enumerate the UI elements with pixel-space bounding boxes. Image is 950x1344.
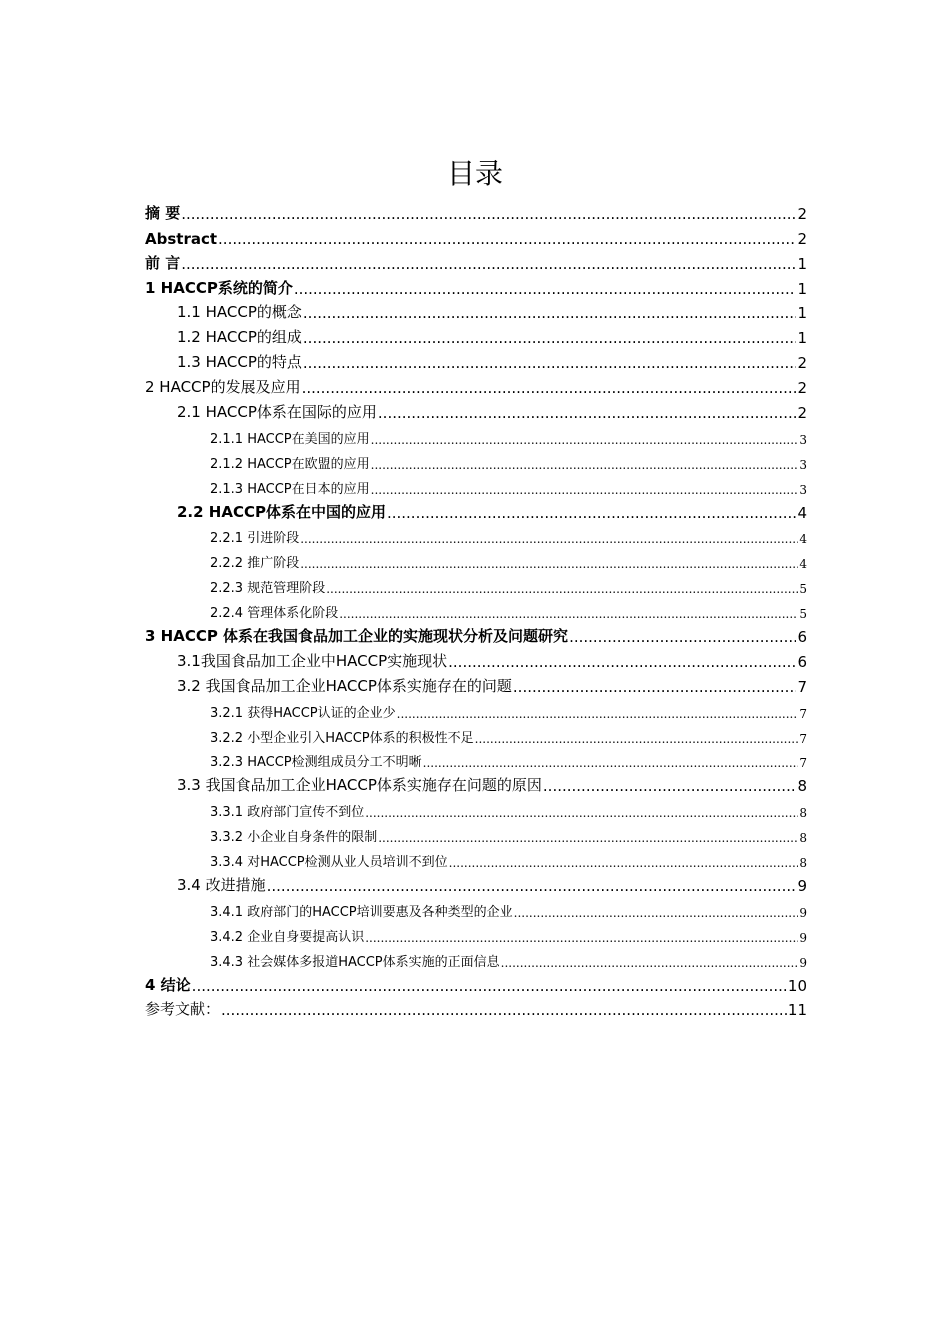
- toc-entry-label: 2.1.2 HACCP在欧盟的应用: [210, 456, 370, 472]
- toc-entry[interactable]: [145, 870, 807, 895]
- toc-dot-leader: [221, 1001, 787, 1019]
- toc-dot-leader: [365, 931, 798, 945]
- toc-entry-label: 3 HACCP 体系在我国食品加工企业的实施现状分析及问题研究: [145, 627, 569, 646]
- toc-dot-leader: [371, 483, 799, 497]
- toc-entry[interactable]: [145, 497, 807, 522]
- toc-dot-leader: [326, 582, 798, 596]
- toc-entry-page: 4: [799, 532, 807, 547]
- toc-entry-page: 7: [799, 731, 807, 746]
- toc-entry[interactable]: [145, 671, 807, 696]
- toc-entry-label: 3.2.2 小型企业引入HACCP体系的积极性不足: [210, 730, 474, 746]
- toc-entry-label: 2.2.2 推广阶段: [210, 556, 300, 572]
- toc-dot-leader: [569, 628, 796, 646]
- toc-entry-page: 4: [799, 557, 807, 572]
- toc-entry[interactable]: [145, 522, 807, 547]
- toc-entry-page: 8: [799, 806, 807, 821]
- toc-entry-label: 4 结论: [145, 975, 191, 994]
- toc-entry[interactable]: [145, 472, 807, 497]
- toc-entry-label: 3.3.1 政府部门宣传不到位: [210, 805, 365, 821]
- toc-entry-page: 5: [799, 607, 807, 622]
- toc-entry-label: 参考文献：: [145, 1000, 221, 1019]
- toc-entry[interactable]: [145, 746, 807, 771]
- toc-entry[interactable]: [145, 322, 807, 347]
- toc-entry-page: 10: [787, 976, 807, 995]
- toc-entry-label: 3.2.3 HACCP检测组成员分工不明晰: [210, 755, 422, 771]
- toc-entry-label: 3.4 改进措施: [177, 875, 266, 894]
- toc-entry-page: 3: [799, 482, 807, 497]
- toc-dot-leader: [449, 856, 799, 870]
- toc-entry[interactable]: [145, 995, 807, 1020]
- toc-entry[interactable]: [145, 298, 807, 323]
- toc-entry-label: 1.1 HACCP的概念: [177, 303, 302, 322]
- toc-entry-page: 8: [799, 856, 807, 871]
- toc-entry-page: 9: [799, 905, 807, 920]
- toc-entry-label: 3.4.1 政府部门的HACCP培训要惠及各种类型的企业: [210, 904, 513, 920]
- toc-entry[interactable]: [145, 970, 807, 995]
- toc-entry-label: 3.2 我国食品加工企业HACCP体系实施存在的问题: [177, 676, 512, 695]
- toc-entry[interactable]: [145, 372, 807, 397]
- toc-entry-page: 2: [797, 204, 807, 223]
- toc-entry-label: 2.2.3 规范管理阶段: [210, 581, 326, 597]
- toc-entry-page: 2: [797, 404, 807, 423]
- toc-dot-leader: [423, 756, 799, 770]
- toc-dot-leader: [294, 280, 797, 298]
- toc-dot-leader: [192, 977, 787, 995]
- toc-entry-label: 3.3.2 小企业自身条件的限制: [210, 830, 378, 846]
- toc-entry-page: 6: [797, 652, 807, 671]
- toc-entry[interactable]: [145, 920, 807, 945]
- table-of-contents: [145, 198, 807, 1019]
- toc-dot-leader: [501, 956, 799, 970]
- toc-entry-label: 1.3 HACCP的特点: [177, 353, 302, 372]
- toc-entry-page: 5: [799, 582, 807, 597]
- toc-entry[interactable]: [145, 596, 807, 621]
- toc-entry-page: 2: [797, 379, 807, 398]
- toc-entry-page: 7: [799, 756, 807, 771]
- toc-title: 目录: [446, 157, 503, 190]
- toc-entry[interactable]: [145, 571, 807, 596]
- toc-dot-leader: [181, 205, 796, 223]
- toc-entry-label: 2.2 HACCP体系在中国的应用: [177, 502, 386, 521]
- toc-entry-label: Abstract: [145, 229, 218, 248]
- toc-dot-leader: [181, 255, 796, 273]
- toc-entry[interactable]: [145, 696, 807, 721]
- toc-entry-page: 9: [799, 955, 807, 970]
- toc-entry-label: 2.1.1 HACCP在美国的应用: [210, 431, 370, 447]
- toc-entry[interactable]: [145, 546, 807, 571]
- toc-dot-leader: [378, 831, 798, 845]
- toc-dot-leader: [378, 404, 797, 422]
- toc-entry-label: 3.2.1 获得HACCP认证的企业少: [210, 705, 396, 721]
- toc-entry-page: 4: [797, 503, 807, 522]
- toc-entry-page: 9: [799, 930, 807, 945]
- toc-entry-label: 3.1我国食品加工企业中HACCP实施现状: [177, 651, 448, 670]
- toc-dot-leader: [475, 732, 799, 746]
- toc-dot-leader: [303, 329, 797, 347]
- toc-entry-label: 1.2 HACCP的组成: [177, 328, 302, 347]
- toc-entry-label: 2.2.4 管理体系化阶段: [210, 606, 339, 622]
- toc-entry-label: 2 HACCP的发展及应用: [145, 378, 301, 397]
- toc-entry-label: 3.4.3 社会媒体多报道HACCP体系实施的正面信息: [210, 954, 500, 970]
- toc-entry[interactable]: [145, 721, 807, 746]
- toc-dot-leader: [303, 304, 797, 322]
- toc-entry-label: 3.3.4 对HACCP检测从业人员培训不到位: [210, 855, 448, 871]
- toc-dot-leader: [371, 433, 799, 447]
- toc-dot-leader: [543, 777, 797, 795]
- toc-dot-leader: [302, 379, 797, 397]
- toc-entry-page: 8: [799, 831, 807, 846]
- toc-entry-page: 7: [797, 677, 807, 696]
- toc-entry-page: 1: [797, 279, 807, 298]
- toc-dot-leader: [365, 806, 798, 820]
- toc-dot-leader: [218, 230, 796, 248]
- toc-dot-leader: [303, 354, 797, 372]
- toc-entry[interactable]: [145, 646, 807, 671]
- toc-entry[interactable]: [145, 795, 807, 820]
- toc-entry-page: 11: [787, 1001, 807, 1020]
- toc-entry[interactable]: [145, 447, 807, 472]
- toc-entry[interactable]: [145, 770, 807, 795]
- toc-entry-page: 3: [799, 457, 807, 472]
- toc-entry-page: 6: [797, 628, 807, 647]
- toc-entry-page: 1: [797, 304, 807, 323]
- toc-entry-page: 2: [797, 229, 807, 248]
- toc-entry-label: 3.3 我国食品加工企业HACCP体系实施存在问题的原因: [177, 776, 542, 795]
- toc-entry-page: 1: [797, 254, 807, 273]
- toc-entry-label: 2.1 HACCP体系在国际的应用: [177, 403, 377, 422]
- toc-entry[interactable]: [145, 621, 807, 646]
- toc-dot-leader: [397, 707, 799, 721]
- toc-dot-leader: [267, 877, 797, 895]
- toc-entry[interactable]: [145, 273, 807, 298]
- toc-entry-label: 2.2.1 引进阶段: [210, 531, 300, 547]
- toc-entry-page: 7: [799, 706, 807, 721]
- toc-entry-label: 前 言: [145, 253, 181, 272]
- toc-entry[interactable]: [145, 223, 807, 248]
- toc-entry[interactable]: [145, 248, 807, 273]
- toc-entry[interactable]: [145, 895, 807, 920]
- toc-entry[interactable]: [145, 820, 807, 845]
- toc-dot-leader: [514, 906, 799, 920]
- toc-entry[interactable]: [145, 198, 807, 223]
- toc-entry-page: 2: [797, 354, 807, 373]
- toc-entry-page: 3: [799, 432, 807, 447]
- toc-dot-leader: [371, 458, 799, 472]
- toc-entry-label: 3.4.2 企业自身要提高认识: [210, 929, 365, 945]
- toc-entry[interactable]: [145, 945, 807, 970]
- toc-entry-label: 1 HACCP系统的简介: [145, 278, 293, 297]
- toc-entry-page: 9: [797, 876, 807, 895]
- toc-dot-leader: [300, 532, 798, 546]
- toc-dot-leader: [448, 653, 796, 671]
- toc-entry-label: 2.1.3 HACCP在日本的应用: [210, 481, 370, 497]
- toc-entry-label: 摘 要: [145, 203, 181, 222]
- toc-dot-leader: [513, 678, 797, 696]
- toc-dot-leader: [387, 504, 796, 522]
- toc-dot-leader: [300, 557, 798, 571]
- toc-entry[interactable]: [145, 845, 807, 870]
- toc-entry[interactable]: [145, 422, 807, 447]
- toc-entry-page: 8: [797, 777, 807, 796]
- toc-entry-page: 1: [797, 329, 807, 348]
- toc-entry[interactable]: [145, 347, 807, 372]
- toc-entry[interactable]: [145, 397, 807, 422]
- toc-dot-leader: [339, 607, 798, 621]
